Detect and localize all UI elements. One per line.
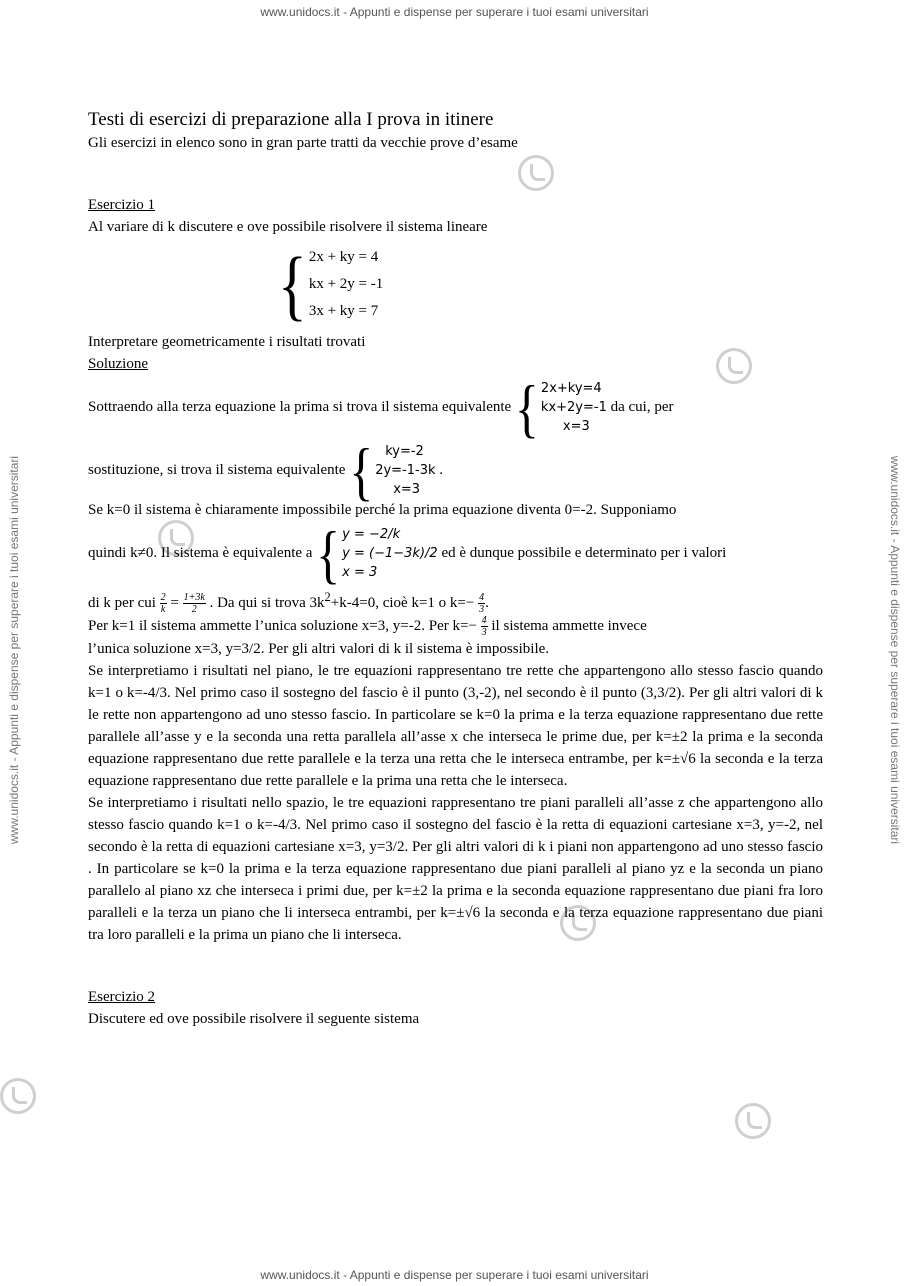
- fraction: $\frac{4}{3}$: [481, 615, 487, 639]
- brace-glyph: {: [514, 371, 539, 444]
- solution-line: [88, 371, 823, 444]
- watermark-top: www.unidocs.it - Appunti e dispense per superare i tuoi esami universitari: [260, 5, 649, 19]
- watermark-logo-icon: [0, 1078, 36, 1114]
- solution-line: [88, 434, 823, 507]
- interpret-instruction: Interpretare geometricamente i risultati trovati: [88, 334, 366, 350]
- equation: kx+2y=-1: [540, 400, 607, 415]
- equation: 2x + ky = 4: [308, 249, 379, 265]
- exercise-1-heading: Esercizio 1: [88, 197, 156, 213]
- brace-glyph: {: [278, 241, 307, 328]
- brace-glyph: {: [316, 517, 341, 590]
- document-body: [88, 108, 823, 1030]
- equation: 3x + ky = 7: [308, 303, 379, 319]
- watermark-right: www.unidocs.it - Appunti e dispense per superare i tuoi esami universitari: [888, 455, 902, 845]
- solution-text: sostituzione, si trova il sistema equivalente: [88, 461, 346, 478]
- solution-text: di k per cui: [88, 595, 156, 611]
- equation: y = (−1−3k)/2: [342, 546, 438, 561]
- fraction: $\frac{1+3k}{2}$: [183, 592, 205, 616]
- fraction: $\frac{2}{k}$: [160, 592, 166, 616]
- equation: kx + 2y = -1: [308, 276, 384, 292]
- paragraph-space-interpretation: Se interpretiamo i risultati nello spazio, le tre equazioni rappresentano tre piani paralleli all’asse z che appartengono allo stesso fascio quando k=1 o k=-4/3. Nel primo caso il sostegno del fascio è la retta di equazioni cartesiane x=3, y=-2, nel secondo è la retta di equazioni cartesiane x=3, y=3/2. Per gli altri valori di k i piani non appartengono ad uno stesso fascio . In particolare se k=0 la prima e la terza equazione rappresentano due piani paralleli al piano yz e la seconda un piano parallelo al piano xz che interseca i primi due, per k=±2 la prima e la seconda equazione rappresentano due piani fra loro paralleli e la terza un piano che li interseca entrambi, per k=±√6 la seconda e la terza equazione rappresentano due piani tra loro paralleli e la prima un piano che li interseca.: [88, 795, 823, 944]
- solution-text: Per k=1 il sistema ammette l’unica soluzione x=3, y=-2. Per k=−: [88, 618, 477, 635]
- solution-heading: Soluzione: [88, 356, 148, 372]
- watermark-logo-icon: [735, 1103, 771, 1139]
- solution-line: [88, 517, 823, 590]
- fraction: $\frac{4}{3}$: [479, 592, 485, 616]
- solution-text: +k-4=0, cioè k=1 o k=−: [330, 595, 475, 611]
- equation: 2y=-1-3k: [375, 463, 436, 478]
- solution-line: [88, 586, 823, 615]
- equation: 2x+ky=4: [540, 381, 602, 396]
- solution-line: [88, 615, 823, 638]
- equation: y = −2/k: [342, 527, 401, 542]
- equation: x=3: [562, 419, 590, 434]
- solution-text: quindi k≠0. Il sistema è equivalente a: [88, 544, 313, 561]
- solution-line: Se k=0 il sistema è chiaramente impossibile perché la prima equazione diventa 0=-2. Supponiamo: [88, 502, 677, 518]
- equivalent-system-1: [514, 371, 607, 444]
- equation: x = 3: [342, 565, 378, 580]
- watermark-bottom: www.unidocs.it - Appunti e dispense per superare i tuoi esami universitari: [260, 1268, 649, 1282]
- solution-text: .: [485, 595, 489, 611]
- paragraph-plane-interpretation: Se interpretiamo i risultati nel piano, le tre equazioni rappresentano tre rette che appartengono allo stesso fascio quando k=1 o k=-4/3. Nel primo caso il sostegno del fascio è il punto (3,-2), nel secondo è il punto (3,3/2). Per gli altri valori di k le rette non appartengono ad uno stesso fascio. In particolare se k=0 la prima e la terza equazione rappresentano due rette parallele all’asse y e la seconda una retta parallela all’asse x che interseca le prime due, per k=±2 la prima e la seconda equazione rappresentano due rette parallele e la terza una retta che le interseca entrambe, per k=±√6 la seconda e la terza equazione rappresentano due rette parallele e la prima una retta che le interseca.: [88, 663, 823, 790]
- solution-line: l’unica soluzione x=3, y=3/2. Per gli altri valori di k il sistema è impossibile.: [88, 641, 550, 658]
- solution-text: =: [170, 595, 179, 611]
- equivalent-system-3: [316, 517, 438, 590]
- exercise-1-prompt: Al variare di k discutere e ove possibile risolvere il sistema lineare: [88, 219, 488, 235]
- equivalent-system-2: [349, 434, 436, 507]
- solution-text: ed è dunque possibile e determinato per i valori: [441, 544, 727, 561]
- exercise-2-heading: Esercizio 2: [88, 989, 156, 1006]
- solution-text: Sottraendo alla terza equazione la prima si trova il sistema equivalente: [88, 398, 512, 415]
- equation: x=3: [393, 482, 421, 497]
- exercise-2-prompt: Discutere ed ove possibile risolvere il seguente sistema: [88, 1011, 420, 1028]
- solution-text: . Da qui si trova 3k: [209, 595, 325, 611]
- superscript: 2: [324, 590, 331, 604]
- brace-glyph: {: [349, 434, 374, 507]
- exercise-1-system: [278, 241, 823, 328]
- page-title: Testi di esercizi di preparazione alla I prova in itinere: [88, 109, 494, 130]
- solution-text: da cui, per: [610, 398, 674, 415]
- page-subtitle: Gli esercizi in elenco sono in gran parte tratti da vecchie prove d’esame: [88, 135, 518, 151]
- solution-text: .: [439, 461, 444, 478]
- watermark-left: www.unidocs.it - Appunti e dispense per superare i tuoi esami universitari: [7, 455, 21, 845]
- equation: ky=-2: [385, 444, 424, 459]
- solution-text: il sistema ammette invece: [491, 618, 647, 635]
